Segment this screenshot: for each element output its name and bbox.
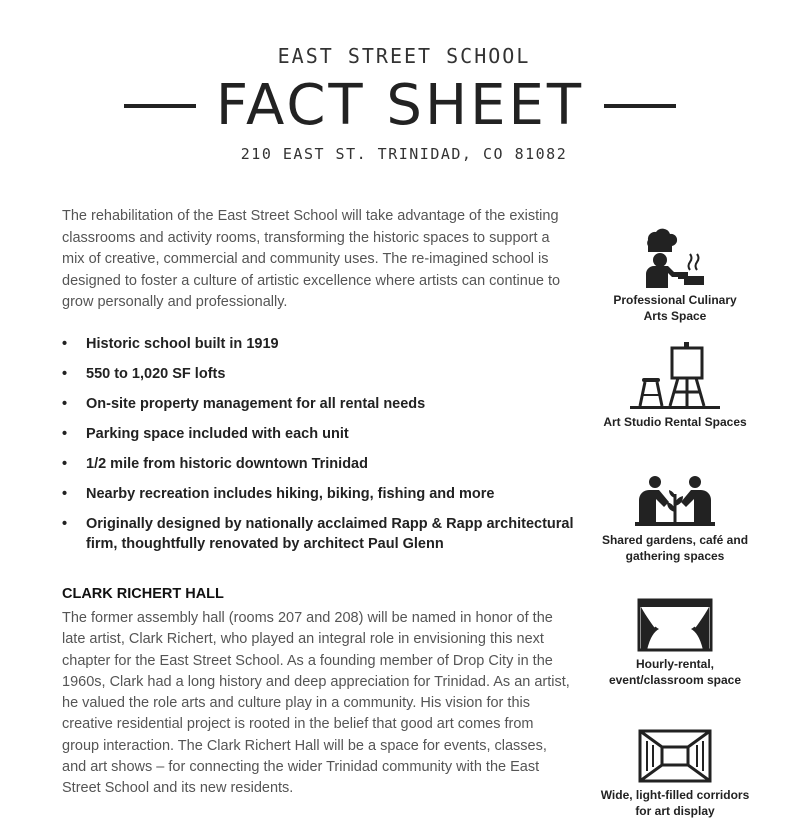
amenity-caption: Professional Culinary Arts Space bbox=[613, 293, 737, 323]
intro-paragraph: The rehabilitation of the East Street School will take advantage of the existing classrooms and activity rooms, transforming the historic spaces to support a mix of creative, commercial and community uses. The re-imagined school is designed to foster a culture of artistic excellence where artists can continue to grow personally and professionally. bbox=[62, 208, 561, 310]
list-item: • Nearby recreation includes hiking, biking, fishing and more bbox=[62, 485, 592, 505]
page-title: FACT SHEET bbox=[215, 73, 585, 138]
address: 210 EAST ST. TRINIDAD, CO 81082 bbox=[240, 145, 568, 163]
section-heading: CLARK RICHERT HALL bbox=[62, 586, 224, 602]
amenity-gardens bbox=[600, 472, 750, 564]
amenity-caption: Shared gardens, café and gathering spaces bbox=[601, 533, 749, 563]
easel-icon bbox=[628, 340, 722, 410]
amenity-culinary bbox=[600, 226, 750, 324]
chef-icon bbox=[640, 226, 710, 288]
list-item: • 1/2 mile from historic downtown Trinidad bbox=[62, 455, 592, 475]
title-rule-left bbox=[124, 104, 196, 108]
amenity-caption: Hourly-rental, event/classroom space bbox=[608, 657, 742, 687]
list-item: • Parking space included with each unit bbox=[62, 425, 592, 445]
feature-list bbox=[62, 335, 592, 565]
stage-curtain-icon bbox=[635, 598, 715, 652]
amenity-caption: Art Studio Rental Spaces bbox=[603, 415, 747, 429]
list-item: • On-site property management for all rental needs bbox=[62, 395, 592, 415]
school-name: EAST STREET SCHOOL bbox=[277, 44, 531, 68]
title-rule-right bbox=[604, 104, 676, 108]
amenity-art-studio bbox=[600, 340, 750, 430]
amenity-corridors bbox=[600, 729, 750, 819]
garden-icon bbox=[635, 472, 715, 528]
amenity-event-space bbox=[600, 598, 750, 688]
corridor-icon bbox=[638, 729, 712, 783]
list-item: • Originally designed by nationally acclaimed Rapp & Rapp architectural firm, thoughtfully renovated by architect Paul Glenn bbox=[62, 515, 592, 554]
section-body: The former assembly hall (rooms 207 and 208) will be named in honor of the late artist, Clark Richert, who played an integral role in envisioning this next chapter for the East Street School. As a founding member of Drop City in the 1960s, Clark had a long history and deep appreciation for Trinidad. As an artist, he valued the role arts and culture play in a community. His vision for this creative residential project is rooted in the belief that good art comes from group interaction. The Clark Richert Hall will be a space for events, classes, and art shows – for connecting the wider Trinidad community with the East Street School and its new residents. bbox=[62, 610, 570, 797]
amenity-caption: Wide, light-filled corridors for art display bbox=[600, 788, 750, 818]
list-item: • 550 to 1,020 SF lofts bbox=[62, 365, 592, 385]
list-item: • Historic school built in 1919 bbox=[62, 335, 592, 355]
title-row bbox=[0, 72, 808, 140]
